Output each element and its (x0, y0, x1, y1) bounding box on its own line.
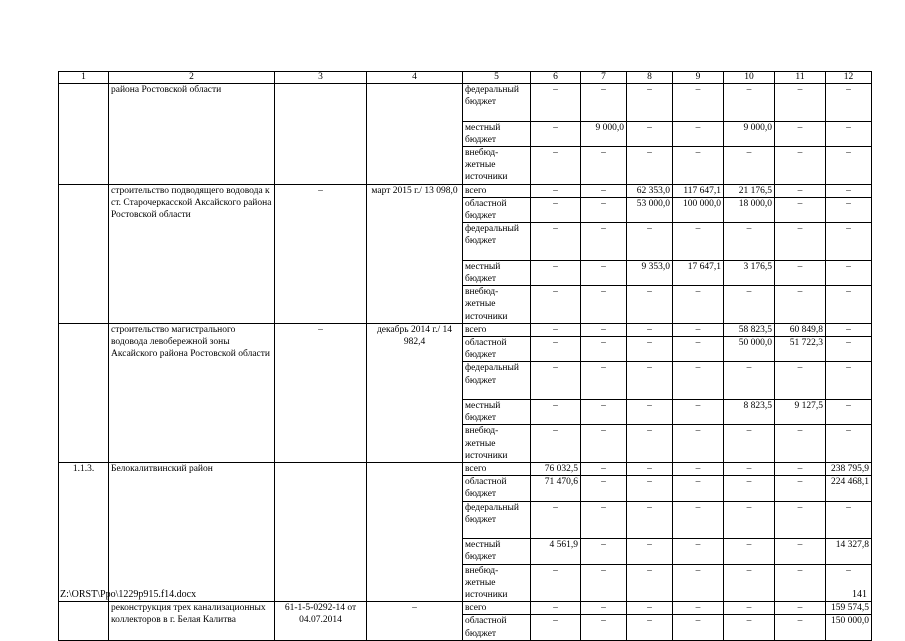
amount-cell: – (673, 121, 724, 146)
amount-cell: – (724, 84, 775, 122)
amount-cell: – (724, 286, 775, 324)
funding-source-cell: всего (463, 463, 531, 476)
funding-source-cell: всего (463, 184, 531, 197)
amount-cell: – (724, 476, 775, 501)
amount-cell: 50 000,0 (724, 337, 775, 362)
amount-cell: – (775, 476, 826, 501)
funding-source-cell: областной бюджет (463, 615, 531, 640)
amount-cell: – (627, 286, 673, 324)
amount-cell: – (724, 602, 775, 615)
amount-cell: – (627, 615, 673, 640)
column-number-header: 5 (463, 72, 531, 84)
table-row (59, 463, 872, 476)
amount-cell: – (724, 501, 775, 539)
amount-cell: – (581, 539, 627, 564)
funding-source-cell: областной бюджет (463, 476, 531, 501)
amount-cell: – (531, 197, 581, 222)
amount-cell: – (775, 147, 826, 185)
amount-cell: – (531, 147, 581, 185)
amount-cell: – (627, 400, 673, 425)
amount-cell: 9 353,0 (627, 260, 673, 285)
project-name-cell: строительство магистрального водовода левобережной зоны Аксайского района Ростовской области (109, 323, 275, 462)
amount-cell: 58 823,5 (724, 323, 775, 336)
funding-source-cell: областной бюджет (463, 197, 531, 222)
column-number-header: 2 (109, 72, 275, 84)
amount-cell: – (673, 84, 724, 122)
item-number-cell (59, 602, 109, 641)
document-reference-cell: – (275, 184, 367, 323)
budget-table-wrapper (58, 71, 872, 641)
amount-cell: 76 032,5 (531, 463, 581, 476)
amount-cell: – (627, 425, 673, 463)
amount-cell: – (826, 84, 872, 122)
budget-table (58, 71, 872, 641)
column-number-header: 1 (59, 72, 109, 84)
amount-cell: 62 353,0 (627, 184, 673, 197)
amount-cell: 4 561,9 (531, 539, 581, 564)
amount-cell: – (581, 84, 627, 122)
table-row (59, 84, 872, 122)
amount-cell: – (826, 121, 872, 146)
amount-cell: 224 468,1 (826, 476, 872, 501)
completion-date-cell: март 2015 г./ 13 098,0 (367, 184, 463, 323)
amount-cell: – (775, 197, 826, 222)
amount-cell: – (673, 362, 724, 400)
funding-source-cell: федеральный бюджет (463, 84, 531, 122)
amount-cell: – (581, 425, 627, 463)
amount-cell: – (775, 260, 826, 285)
amount-cell: – (531, 615, 581, 640)
amount-cell: – (724, 223, 775, 261)
amount-cell: – (826, 197, 872, 222)
amount-cell: – (724, 564, 775, 602)
funding-source-cell: внебюд- жетные источники (463, 147, 531, 185)
amount-cell: – (673, 602, 724, 615)
column-number-header: 9 (673, 72, 724, 84)
amount-cell: – (627, 539, 673, 564)
amount-cell: – (627, 121, 673, 146)
funding-source-cell: внебюд- жетные источники (463, 564, 531, 602)
amount-cell: 53 000,0 (627, 197, 673, 222)
amount-cell: – (775, 362, 826, 400)
amount-cell: – (673, 564, 724, 602)
column-number-header: 12 (826, 72, 872, 84)
amount-cell: – (627, 463, 673, 476)
amount-cell: – (724, 362, 775, 400)
funding-source-cell: местный бюджет (463, 121, 531, 146)
funding-source-cell: областной бюджет (463, 337, 531, 362)
amount-cell: – (826, 400, 872, 425)
amount-cell: – (775, 602, 826, 615)
column-number-header: 10 (724, 72, 775, 84)
amount-cell: – (673, 539, 724, 564)
table-header-row (59, 72, 872, 84)
amount-cell: – (826, 362, 872, 400)
funding-source-cell: местный бюджет (463, 400, 531, 425)
amount-cell: – (531, 602, 581, 615)
amount-cell: – (581, 400, 627, 425)
amount-cell: – (724, 463, 775, 476)
amount-cell: – (673, 463, 724, 476)
amount-cell: 9 127,5 (775, 400, 826, 425)
amount-cell: 18 000,0 (724, 197, 775, 222)
amount-cell: – (627, 223, 673, 261)
project-name-cell: строительство подводящего водовода к ст. Старочеркасской Аксайского района Ростовской области (109, 184, 275, 323)
amount-cell: – (826, 501, 872, 539)
amount-cell: – (581, 501, 627, 539)
amount-cell: – (724, 425, 775, 463)
document-reference-cell (275, 84, 367, 185)
document-reference-cell (275, 463, 367, 602)
funding-source-cell: федеральный бюджет (463, 362, 531, 400)
funding-source-cell: внебюд- жетные источники (463, 425, 531, 463)
amount-cell: – (775, 286, 826, 324)
amount-cell: – (826, 147, 872, 185)
amount-cell: – (627, 501, 673, 539)
funding-source-cell: федеральный бюджет (463, 223, 531, 261)
item-number-cell (59, 184, 109, 323)
amount-cell: – (775, 184, 826, 197)
amount-cell: – (775, 501, 826, 539)
amount-cell: 9 000,0 (581, 121, 627, 146)
amount-cell: – (581, 476, 627, 501)
amount-cell: 238 795,9 (826, 463, 872, 476)
amount-cell: – (775, 463, 826, 476)
completion-date-cell (367, 84, 463, 185)
document-reference-cell: 61-1-5-0292-14 от 04.07.2014 (275, 602, 367, 641)
amount-cell: – (531, 184, 581, 197)
amount-cell: – (826, 223, 872, 261)
project-name-cell: реконструкция трех канализационных коллекторов в г. Белая Калитва (109, 602, 275, 641)
amount-cell: – (581, 323, 627, 336)
completion-date-cell (367, 463, 463, 602)
amount-cell: – (673, 476, 724, 501)
amount-cell: – (581, 147, 627, 185)
amount-cell: – (673, 501, 724, 539)
amount-cell: – (673, 337, 724, 362)
amount-cell: 17 647,1 (673, 260, 724, 285)
column-number-header: 4 (367, 72, 463, 84)
footer-file-path: Z:\ORST\Ppo\1229p915.f14.docx (60, 589, 197, 600)
amount-cell: – (627, 362, 673, 400)
amount-cell: – (775, 425, 826, 463)
funding-source-cell: местный бюджет (463, 260, 531, 285)
amount-cell: 14 327,8 (826, 539, 872, 564)
funding-source-cell: всего (463, 602, 531, 615)
amount-cell: – (826, 286, 872, 324)
amount-cell: – (826, 323, 872, 336)
amount-cell: 51 722,3 (775, 337, 826, 362)
amount-cell: – (531, 564, 581, 602)
funding-source-cell: внебюд- жетные источники (463, 286, 531, 324)
amount-cell: – (531, 501, 581, 539)
amount-cell: 8 823,5 (724, 400, 775, 425)
amount-cell: – (531, 223, 581, 261)
amount-cell: – (826, 564, 872, 602)
item-number-cell (59, 323, 109, 462)
amount-cell: – (531, 121, 581, 146)
table-row (59, 602, 872, 615)
amount-cell: – (531, 84, 581, 122)
amount-cell: – (673, 425, 724, 463)
amount-cell: 100 000,0 (673, 197, 724, 222)
amount-cell: – (775, 615, 826, 640)
amount-cell: – (581, 615, 627, 640)
amount-cell: – (775, 84, 826, 122)
funding-source-cell: всего (463, 323, 531, 336)
column-number-header: 7 (581, 72, 627, 84)
amount-cell: – (581, 362, 627, 400)
amount-cell: 9 000,0 (724, 121, 775, 146)
amount-cell: – (724, 539, 775, 564)
amount-cell: – (775, 223, 826, 261)
column-number-header: 11 (775, 72, 826, 84)
funding-source-cell: местный бюджет (463, 539, 531, 564)
completion-date-cell: – (367, 602, 463, 641)
amount-cell: – (581, 602, 627, 615)
amount-cell: 150 000,0 (826, 615, 872, 640)
amount-cell: – (581, 337, 627, 362)
item-number-cell (59, 84, 109, 185)
table-row (59, 184, 872, 197)
column-number-header: 8 (627, 72, 673, 84)
amount-cell: – (627, 337, 673, 362)
amount-cell: – (627, 84, 673, 122)
completion-date-cell: декабрь 2014 г./ 14 982,4 (367, 323, 463, 462)
amount-cell: 159 574,5 (826, 602, 872, 615)
amount-cell: 71 470,6 (531, 476, 581, 501)
amount-cell: – (826, 337, 872, 362)
amount-cell: – (724, 615, 775, 640)
amount-cell: – (627, 147, 673, 185)
amount-cell: – (581, 564, 627, 602)
amount-cell: 3 176,5 (724, 260, 775, 285)
amount-cell: – (581, 223, 627, 261)
amount-cell: – (627, 476, 673, 501)
amount-cell: – (531, 425, 581, 463)
column-number-header: 6 (531, 72, 581, 84)
table-row (59, 323, 872, 336)
amount-cell: – (531, 260, 581, 285)
amount-cell: – (673, 400, 724, 425)
amount-cell: – (673, 223, 724, 261)
amount-cell: – (775, 121, 826, 146)
amount-cell: – (581, 197, 627, 222)
amount-cell: – (531, 400, 581, 425)
amount-cell: – (826, 425, 872, 463)
amount-cell: – (581, 463, 627, 476)
funding-source-cell: федеральный бюджет (463, 501, 531, 539)
amount-cell: 60 849,8 (775, 323, 826, 336)
amount-cell: – (673, 615, 724, 640)
item-number-cell: 1.1.3. (59, 463, 109, 602)
amount-cell: – (627, 564, 673, 602)
amount-cell: 21 176,5 (724, 184, 775, 197)
amount-cell: – (627, 602, 673, 615)
amount-cell: – (627, 323, 673, 336)
amount-cell: – (531, 362, 581, 400)
amount-cell: 117 647,1 (673, 184, 724, 197)
amount-cell: – (775, 564, 826, 602)
amount-cell: – (581, 260, 627, 285)
amount-cell: – (581, 184, 627, 197)
amount-cell: – (826, 260, 872, 285)
amount-cell: – (531, 337, 581, 362)
column-number-header: 3 (275, 72, 367, 84)
amount-cell: – (775, 539, 826, 564)
project-name-cell: района Ростовской области (109, 84, 275, 185)
amount-cell: – (673, 323, 724, 336)
document-reference-cell: – (275, 323, 367, 462)
amount-cell: – (826, 184, 872, 197)
amount-cell: – (724, 147, 775, 185)
amount-cell: – (581, 286, 627, 324)
amount-cell: – (673, 147, 724, 185)
amount-cell: – (531, 286, 581, 324)
amount-cell: – (673, 286, 724, 324)
amount-cell: – (531, 323, 581, 336)
footer-page-number: 141 (852, 589, 867, 600)
project-name-cell: Белокалитвинский район (109, 463, 275, 602)
